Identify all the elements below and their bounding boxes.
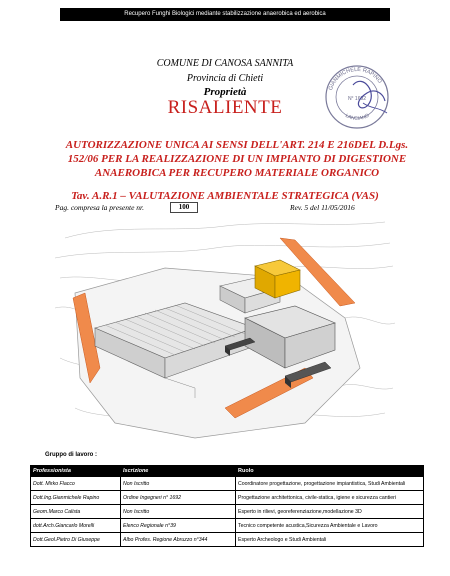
title-line-2: 152/06 PER LA REALIZZAZIONE DI UN IMPIANTO DI DIGESTIONE <box>67 153 407 165</box>
stamp-number: N° 1692 <box>347 96 367 102</box>
col-professional: Professionista <box>31 466 121 477</box>
header-bar: Recupero Funghi Biologici mediante stabilizzazione anaerobica ed aerobica <box>60 8 390 21</box>
stamp-top-text: GIANMICHELE RAPINO <box>327 66 383 92</box>
page-count-box: 100 <box>170 202 198 213</box>
registration: Non Iscritto <box>121 505 236 519</box>
table-row <box>31 533 424 547</box>
col-registration: Iscrizione <box>121 466 236 477</box>
table-row <box>31 491 424 505</box>
svg-text:GIANMICHELE RAPINO <box>328 67 383 91</box>
registration: Elenco Regionale n°39 <box>121 519 236 533</box>
table-row <box>31 477 424 491</box>
document-title <box>52 138 422 180</box>
registration: Non Iscritto <box>121 477 236 491</box>
title-line-3: ANAEROBICA PER RECUPERO MATERIALE ORGANICO <box>94 167 380 179</box>
table-row <box>31 505 424 519</box>
title-line-1: AUTORIZZAZIONE UNICA AI SENSI DELL'ART. 214 E 216DEL D.Lgs. <box>65 139 409 151</box>
professional-name: Dott.Ing.Gianmichele Rapino <box>31 491 121 505</box>
role: Esperto Archeologo e Studi Ambientali <box>236 533 424 547</box>
page-info-row <box>55 203 395 212</box>
group-title: Gruppo di lavoro : <box>45 452 97 458</box>
owner-name: RISALIENTE <box>167 97 283 118</box>
professional-name: Dott. Mirko Flacco <box>31 477 121 491</box>
professional-name: Geom.Marco Calista <box>31 505 121 519</box>
table-row <box>31 519 424 533</box>
registration: Ordine Ingegneri n° 1692 <box>121 491 236 505</box>
professional-name: dott.Arch.Giancarlo Morelli <box>31 519 121 533</box>
page-count-label: Pag. compresa la presente nr. <box>55 203 145 212</box>
stamp-bottom-text: LANCIANO <box>344 112 371 122</box>
team-table <box>30 465 424 547</box>
professional-name: Dott.Geol.Pietro Di Giuseppe <box>31 533 121 547</box>
commune-name: COMUNE DI CANOSA SANNITA <box>156 58 294 69</box>
province-name: Provincia di Chieti <box>186 73 264 84</box>
svg-text:LANCIANO <box>344 113 370 122</box>
engineer-stamp <box>323 63 391 131</box>
role: Progettazione architettonica, civile-statica, igiene e sicurezza cantieri <box>236 491 424 505</box>
team-table-header <box>31 466 424 477</box>
role: Tecnico competente acustica,Sicurezza Ambientale e Lavoro <box>236 519 424 533</box>
plant-rendering <box>55 218 395 443</box>
registration: Albo Profes. Regione Abruzzo n°344 <box>121 533 236 547</box>
table-reference: Tav. A.R.1 – VALUTAZIONE AMBIENTALE STRATEGICA (VAS) <box>71 190 379 202</box>
property-label: Proprietà <box>203 86 247 98</box>
revision-label: Rev. 5 del 11/05/2016 <box>290 203 355 212</box>
role: Coordinatore progettazione, progettazione impiantistica, Studi Ambientali <box>236 477 424 491</box>
role: Esperto in rilievi, georeferenziazione,modellazione 3D <box>236 505 424 519</box>
col-role: Ruolo <box>236 466 424 477</box>
